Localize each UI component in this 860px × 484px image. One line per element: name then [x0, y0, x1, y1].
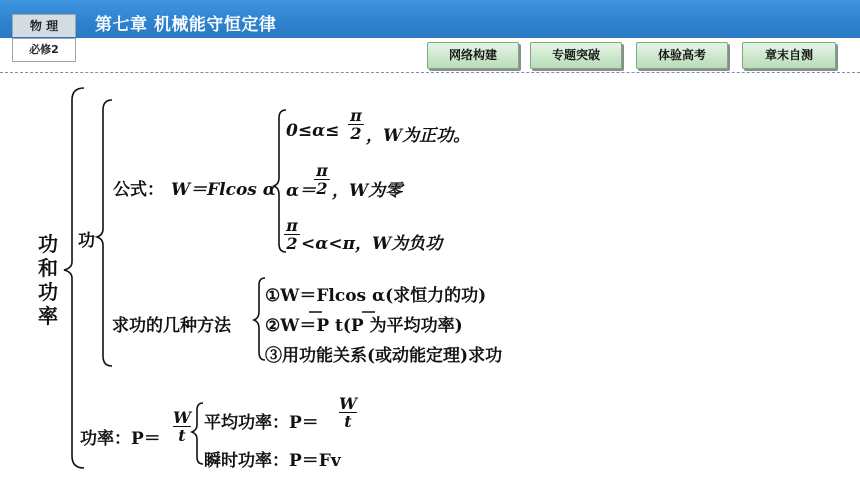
root-label-char-1: 功 — [38, 232, 58, 256]
method-2: ②W＝P t(P 为平均功率) — [265, 316, 463, 336]
formula-expression: W＝Flcos α — [171, 180, 276, 200]
case-1-fraction — [348, 108, 364, 141]
case-1-right: ，W为正功。 — [366, 126, 471, 146]
power-numerator: W — [173, 408, 191, 427]
power-denominator: t — [178, 426, 186, 445]
case-3-fraction — [284, 218, 300, 251]
power-fraction — [173, 410, 191, 443]
case-3-numerator: π — [286, 216, 298, 235]
nav-topic-breakthrough[interactable]: 专题突破 — [530, 42, 622, 69]
root-label-char-4: 率 — [38, 304, 58, 328]
average-power-numerator: W — [339, 394, 357, 413]
average-power-label: 平均功率：P＝ — [204, 413, 319, 433]
power-brace — [192, 403, 203, 464]
instant-power-label: 瞬时功率：P＝Fv — [204, 451, 341, 471]
case-1-left: 0≤α≤ — [286, 121, 340, 141]
case-1-denominator: 2 — [350, 124, 362, 143]
case-2-fraction — [314, 163, 330, 196]
case-1-numerator: π — [350, 106, 362, 125]
nav-network-build[interactable]: 网络构建 — [427, 42, 519, 69]
power-prefix: 功率：P＝ — [80, 429, 161, 449]
root-label-char-3: 功 — [38, 280, 58, 304]
method-1: ①W＝Flcos α(求恒力的功) — [265, 286, 487, 306]
nav-exam-experience[interactable]: 体验高考 — [636, 42, 728, 69]
case-2-left: α＝ — [286, 181, 317, 201]
book-tag: 必修2 — [12, 38, 76, 62]
formula-prefix: 公式： — [113, 180, 164, 200]
case-2-right: ，W为零 — [332, 181, 403, 201]
methods-label: 求功的几种方法 — [112, 316, 231, 336]
work-brace — [97, 100, 112, 366]
work-label: 功 — [78, 231, 95, 251]
nav-chapter-test[interactable]: 章末自测 — [742, 42, 836, 69]
chapter-title: 第七章 机械能守恒定律 — [95, 15, 277, 35]
outer-brace — [64, 88, 84, 468]
methods-brace — [254, 278, 265, 360]
subject-tab: 物 理 — [12, 14, 76, 37]
method-3: ③用功能关系(或动能定理)求功 — [265, 346, 503, 366]
average-power-fraction — [339, 396, 357, 429]
root-label-char-2: 和 — [38, 256, 58, 280]
average-power-denominator: t — [344, 412, 352, 431]
case-2-numerator: π — [316, 161, 328, 180]
case-3-denominator: 2 — [286, 234, 298, 253]
case-3-text: <α<π，W为负功 — [301, 234, 443, 254]
case-2-denominator: 2 — [316, 179, 328, 198]
